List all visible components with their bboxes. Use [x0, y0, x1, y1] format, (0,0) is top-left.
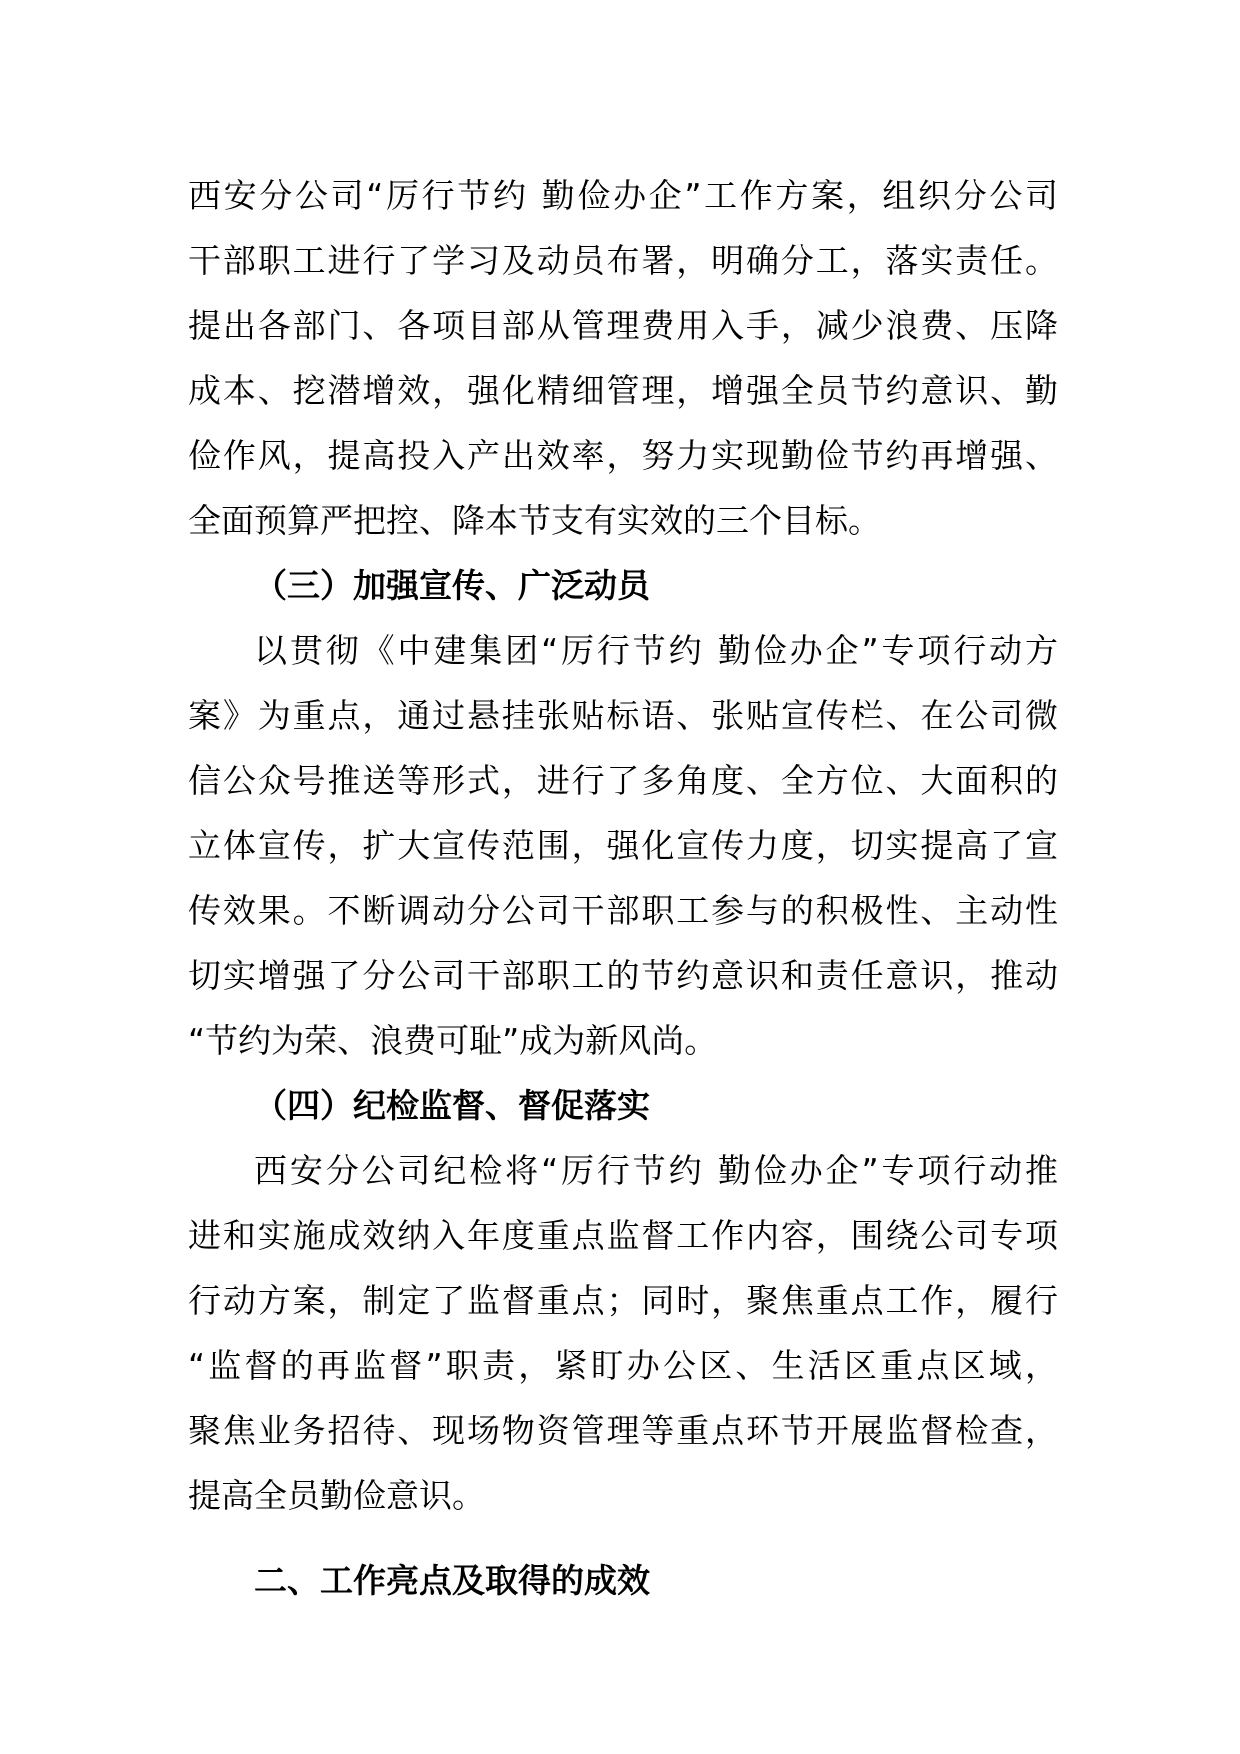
paragraph-line: 西安分公司纪检将“厉行节约 勤俭办企”专项行动推: [254, 1151, 1058, 1190]
paragraph-line: 提高全员勤俭意识。: [188, 1476, 485, 1515]
section-heading-3: （三）加强宣传、广泛动员: [254, 566, 650, 605]
document-body: [188, 163, 1058, 1613]
paragraph-line: 信公众号推送等形式，进行了多角度、全方位、大面积的: [188, 761, 1058, 800]
paragraph-line: 成本、挖潜增效，强化精细管理，增强全员节约意识、勤: [188, 371, 1058, 410]
paragraph-line: 案》为重点，通过悬挂张贴标语、张贴宣传栏、在公司微: [188, 696, 1058, 735]
paragraph-3: [188, 1138, 1058, 1528]
paragraph-line: “节约为荣、浪费可耻”成为新风尚。: [188, 1021, 718, 1060]
paragraph-line: 干部职工进行了学习及动员布署，明确分工，落实责任。: [188, 241, 1058, 280]
paragraph-line: 立体宣传，扩大宣传范围，强化宣传力度，切实提高了宣: [188, 826, 1058, 865]
paragraph-line: 俭作风，提高投入产出效率，努力实现勤俭节约再增强、: [188, 436, 1058, 475]
spacer: [188, 1528, 1058, 1548]
paragraph-line: 进和实施成效纳入年度重点监督工作内容，围绕公司专项: [188, 1216, 1058, 1255]
paragraph-line: 聚焦业务招待、现场物资管理等重点环节开展监督检查，: [188, 1411, 1058, 1450]
paragraph-line: 提出各部门、各项目部从管理费用入手，减少浪费、压降: [188, 306, 1058, 345]
paragraph-line: 行动方案，制定了监督重点；同时，聚焦重点工作，履行: [188, 1281, 1058, 1320]
paragraph-line: “监督的再监督”职责，紧盯办公区、生活区重点区域，: [188, 1346, 1058, 1385]
paragraph-2: [188, 618, 1058, 1073]
paragraph-line: 传效果。不断调动分公司干部职工参与的积极性、主动性: [188, 891, 1058, 930]
section-2-heading: 二、工作亮点及取得的成效: [254, 1561, 650, 1600]
paragraph-line: 以贯彻《中建集团“厉行节约 勤俭办企”专项行动方: [254, 631, 1058, 670]
paragraph-line: 全面预算严把控、降本节支有实效的三个目标。: [188, 501, 881, 540]
section-heading-4: （四）纪检监督、督促落实: [254, 1086, 650, 1125]
paragraph-line: 西安分公司“厉行节约 勤俭办企”工作方案，组织分公司: [188, 176, 1058, 215]
paragraph-line: 切实增强了分公司干部职工的节约意识和责任意识，推动: [188, 956, 1058, 995]
paragraph-1: [188, 163, 1058, 553]
